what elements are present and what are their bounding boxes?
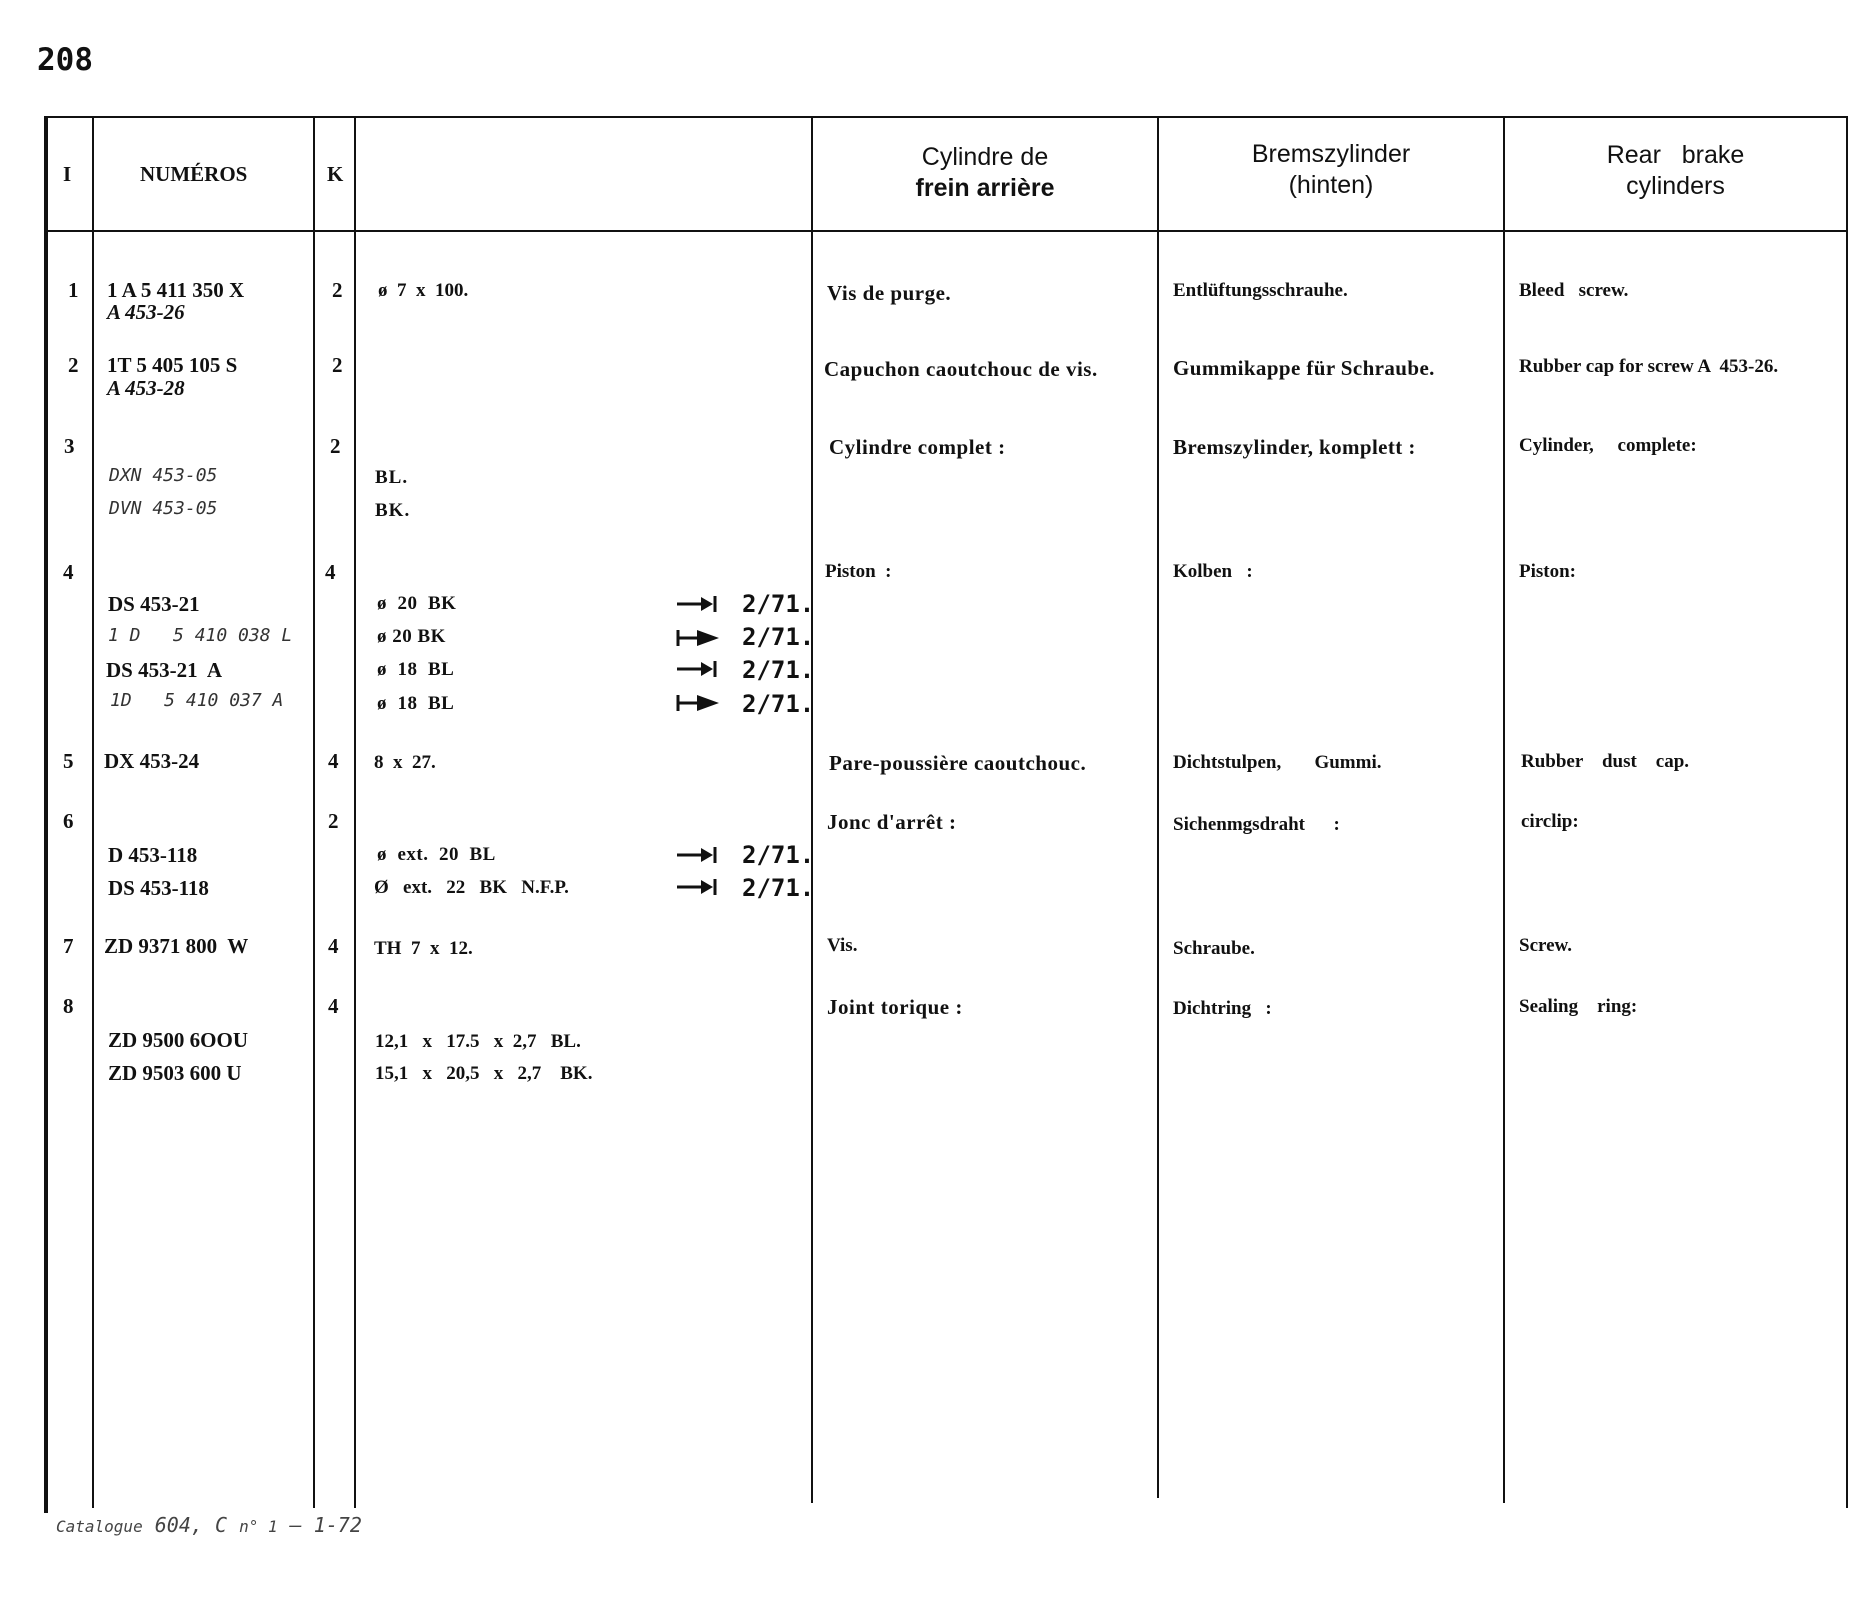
row-4c-spec: ø 18 BL — [377, 659, 455, 680]
row-7-spec: TH 7 x 12. — [374, 938, 473, 959]
row-3b-part-number: DVN 453-05 — [109, 498, 218, 519]
row-6-german: Sichenmgsdraht : — [1173, 814, 1340, 835]
header-bottom-border — [44, 230, 1848, 232]
arrow-to-bar-icon — [675, 593, 721, 615]
row-4-french: Piston : — [825, 561, 892, 582]
row-4c-date: 2/71. — [742, 656, 815, 684]
row-8-index: 8 — [63, 994, 74, 1018]
row-1-qty: 2 — [332, 278, 343, 302]
header-col-numeros: NUMÉROS — [140, 162, 248, 186]
row-7-english: Screw. — [1519, 935, 1572, 956]
table-right-border — [1846, 116, 1848, 1508]
row-2-english: Rubber cap for screw A 453-26. — [1519, 356, 1779, 377]
row-3-german: Bremszylinder, komplett : — [1173, 435, 1416, 459]
footer-catalogue-label: Catalogue — [56, 1517, 143, 1536]
header-german-title — [1161, 139, 1501, 201]
row-2-german: Gummikappe für Schraube. — [1173, 356, 1435, 380]
row-4-index: 4 — [63, 560, 74, 584]
row-4a-part-number: DS 453-21 — [108, 592, 200, 616]
col-divider-en — [1503, 116, 1505, 1503]
arrow-to-bar-icon — [675, 658, 721, 680]
catalogue-footer — [56, 1513, 362, 1537]
row-2-qty: 2 — [332, 353, 343, 377]
row-8-french: Joint torique : — [827, 995, 963, 1019]
header-col-i: I — [63, 162, 72, 186]
col-divider-numeros — [92, 116, 94, 1508]
row-5-german: Dichtstulpen, Gummi. — [1173, 752, 1382, 773]
header-col-k: K — [327, 162, 344, 186]
col-divider-fr — [811, 116, 813, 1503]
header-german-line2: (hinten) — [1288, 171, 1374, 199]
row-1-german: Entlüftungsschrauhe. — [1173, 280, 1348, 301]
arrow-to-bar-icon — [675, 844, 721, 866]
row-4d-date: 2/71. — [742, 690, 815, 718]
row-4-qty: 4 — [325, 560, 336, 584]
header-french-line1: Cylindre de — [921, 143, 1049, 171]
row-8-german: Dichtring : — [1173, 998, 1272, 1019]
col-divider-de — [1157, 116, 1159, 1498]
row-1-index: 1 — [68, 278, 79, 302]
row-3-english: Cylinder, complete: — [1519, 435, 1697, 456]
row-5-english: Rubber dust cap. — [1521, 751, 1690, 772]
header-english-title — [1507, 140, 1844, 202]
row-6a-part-number: D 453-118 — [108, 843, 198, 867]
row-4-english: Piston: — [1519, 561, 1576, 582]
row-6a-date: 2/71. — [742, 841, 815, 869]
row-4a-date: 2/71. — [742, 590, 815, 618]
bar-to-arrow-icon — [675, 627, 721, 649]
footer-issue-number: n° 1 — [239, 1517, 278, 1536]
row-4b-spec: ø 20 BK — [377, 626, 446, 647]
row-4c-part-number: DS 453-21 A — [106, 658, 223, 682]
row-4a-spec: ø 20 BK — [377, 593, 457, 614]
row-3-qty: 2 — [330, 434, 341, 458]
row-6b-date: 2/71. — [742, 874, 815, 902]
row-8a-part-number: ZD 9500 6OOU — [108, 1028, 249, 1052]
row-2-ref-number: A 453-28 — [107, 376, 185, 400]
row-5-index: 5 — [63, 749, 74, 773]
row-6a-spec: ø ext. 20 BL — [377, 844, 496, 865]
row-5-spec: 8 x 27. — [374, 752, 436, 773]
row-1-english: Bleed screw. — [1519, 280, 1629, 301]
row-6b-spec: Ø ext. 22 BK N.F.P. — [374, 877, 569, 898]
row-4b-date: 2/71. — [742, 623, 815, 651]
page-number: 208 — [37, 42, 93, 78]
row-5-part-number: DX 453-24 — [104, 749, 200, 773]
row-7-french: Vis. — [827, 935, 858, 956]
header-french-line2: frein arrière — [915, 174, 1055, 202]
row-6-index: 6 — [63, 809, 74, 833]
row-7-german: Schraube. — [1173, 938, 1255, 959]
header-english-line1: Rear brake — [1606, 141, 1745, 169]
row-8-english: Sealing ring: — [1519, 996, 1638, 1017]
row-3-french: Cylindre complet : — [829, 435, 1006, 459]
row-1-spec: ø 7 x 100. — [378, 280, 469, 301]
row-2-french: Capuchon caoutchouc de vis. — [824, 357, 1098, 381]
row-7-qty: 4 — [328, 934, 339, 958]
row-7-part-number: ZD 9371 800 W — [104, 934, 249, 958]
row-1-part-number: 1 A 5 411 350 X — [107, 278, 245, 302]
row-3a-part-number: DXN 453-05 — [109, 465, 218, 486]
row-4-german: Kolben : — [1173, 561, 1253, 582]
header-english-line2: cylinders — [1626, 172, 1725, 200]
row-8a-spec: 12,1 x 17.5 x 2,7 BL. — [375, 1031, 581, 1052]
footer-catalogue-number: 604, — [154, 1513, 203, 1537]
header-french-title — [815, 142, 1155, 204]
row-6-qty: 2 — [328, 809, 339, 833]
header-german-line1: Bremszylinder — [1251, 140, 1411, 168]
row-8b-spec: 15,1 x 20,5 x 2,7 BK. — [375, 1063, 593, 1084]
row-5-qty: 4 — [328, 749, 339, 773]
row-3a-spec: BL. — [375, 467, 409, 488]
table-left-border — [44, 116, 48, 1513]
row-2-index: 2 — [68, 353, 79, 377]
col-divider-k — [313, 116, 315, 1508]
arrow-to-bar-icon — [675, 876, 721, 898]
row-4b-part-number: 1 D 5 410 038 L — [108, 625, 293, 646]
table-top-border — [44, 116, 1848, 118]
row-6-english: circlip: — [1521, 811, 1579, 832]
footer-date: — 1-72 — [289, 1513, 362, 1537]
bar-to-arrow-icon — [675, 692, 721, 714]
row-8-qty: 4 — [328, 994, 339, 1018]
footer-c: C — [214, 1513, 228, 1537]
row-1-ref-number: A 453-26 — [107, 300, 185, 324]
row-3-index: 3 — [64, 434, 75, 458]
row-7-index: 7 — [63, 934, 74, 958]
row-4d-part-number: 1D 5 410 037 A — [110, 690, 284, 711]
row-4d-spec: ø 18 BL — [377, 693, 455, 714]
row-1-french: Vis de purge. — [827, 281, 952, 305]
row-3b-spec: BK. — [375, 500, 411, 521]
row-5-french: Pare-poussière caoutchouc. — [829, 751, 1087, 775]
row-6b-part-number: DS 453-118 — [108, 876, 209, 900]
row-2-part-number: 1T 5 405 105 S — [107, 353, 238, 377]
row-6-french: Jonc d'arrêt : — [827, 810, 957, 834]
col-divider-spec — [354, 116, 356, 1508]
row-8b-part-number: ZD 9503 600 U — [108, 1061, 242, 1085]
